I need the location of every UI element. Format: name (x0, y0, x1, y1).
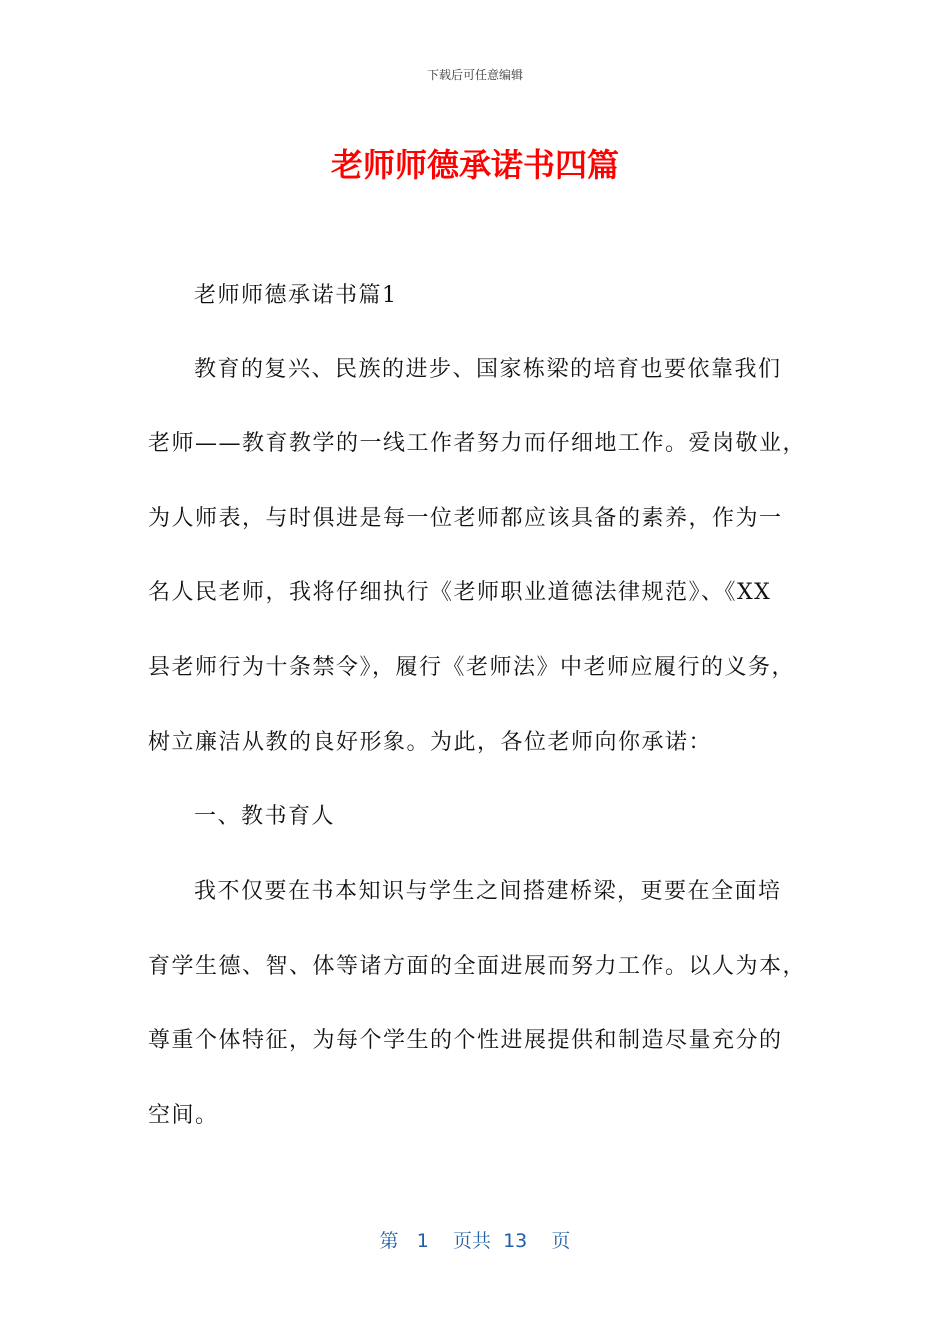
section-heading: 老师师德承诺书篇1 (194, 283, 398, 308)
page-footer (0, 1226, 950, 1253)
paragraph-line: 育学生德、智、体等诸方面的全面进展而努力工作。以人为本， (148, 954, 807, 979)
paragraph-line: 尊重个体特征，为每个学生的个性进展提供和制造尽量充分的 (148, 1028, 783, 1053)
paragraph-line: 名人民老师，我将仔细执行《老师职业道德法律规范》、《XX (148, 580, 772, 605)
footer-suffix: 页 (551, 1230, 571, 1252)
footer-total-pages: 13 (503, 1230, 528, 1252)
document-title: 老师师德承诺书四篇 (330, 146, 619, 184)
paragraph-line: 县老师行为十条禁令》，履行《老师法》中老师应履行的义务， (148, 655, 796, 680)
paragraph-line: 老师——教育教学的一线工作者努力而仔细地工作。爱岗敬业， (148, 431, 807, 456)
header-note: 下载后可任意编辑 (426, 68, 523, 82)
footer-prefix: 第 (379, 1230, 399, 1252)
paragraph-line: 教育的复兴、民族的进步、国家栋梁的培育也要依靠我们 (194, 357, 782, 382)
footer-middle: 页共 (452, 1230, 491, 1252)
paragraph-line: 为人师表，与时俱进是每一位老师都应该具备的素养，作为一 (148, 506, 783, 531)
subsection-heading: 一、教书育人 (194, 804, 336, 829)
paragraph-line: 树立廉洁从教的良好形象。为此，各位老师向你承诺： (148, 730, 713, 755)
footer-page-number: 1 (416, 1230, 429, 1252)
paragraph-line: 空间。 (148, 1103, 219, 1128)
paragraph-line: 我不仅要在书本知识与学生之间搭建桥梁，更要在全面培 (194, 879, 782, 904)
